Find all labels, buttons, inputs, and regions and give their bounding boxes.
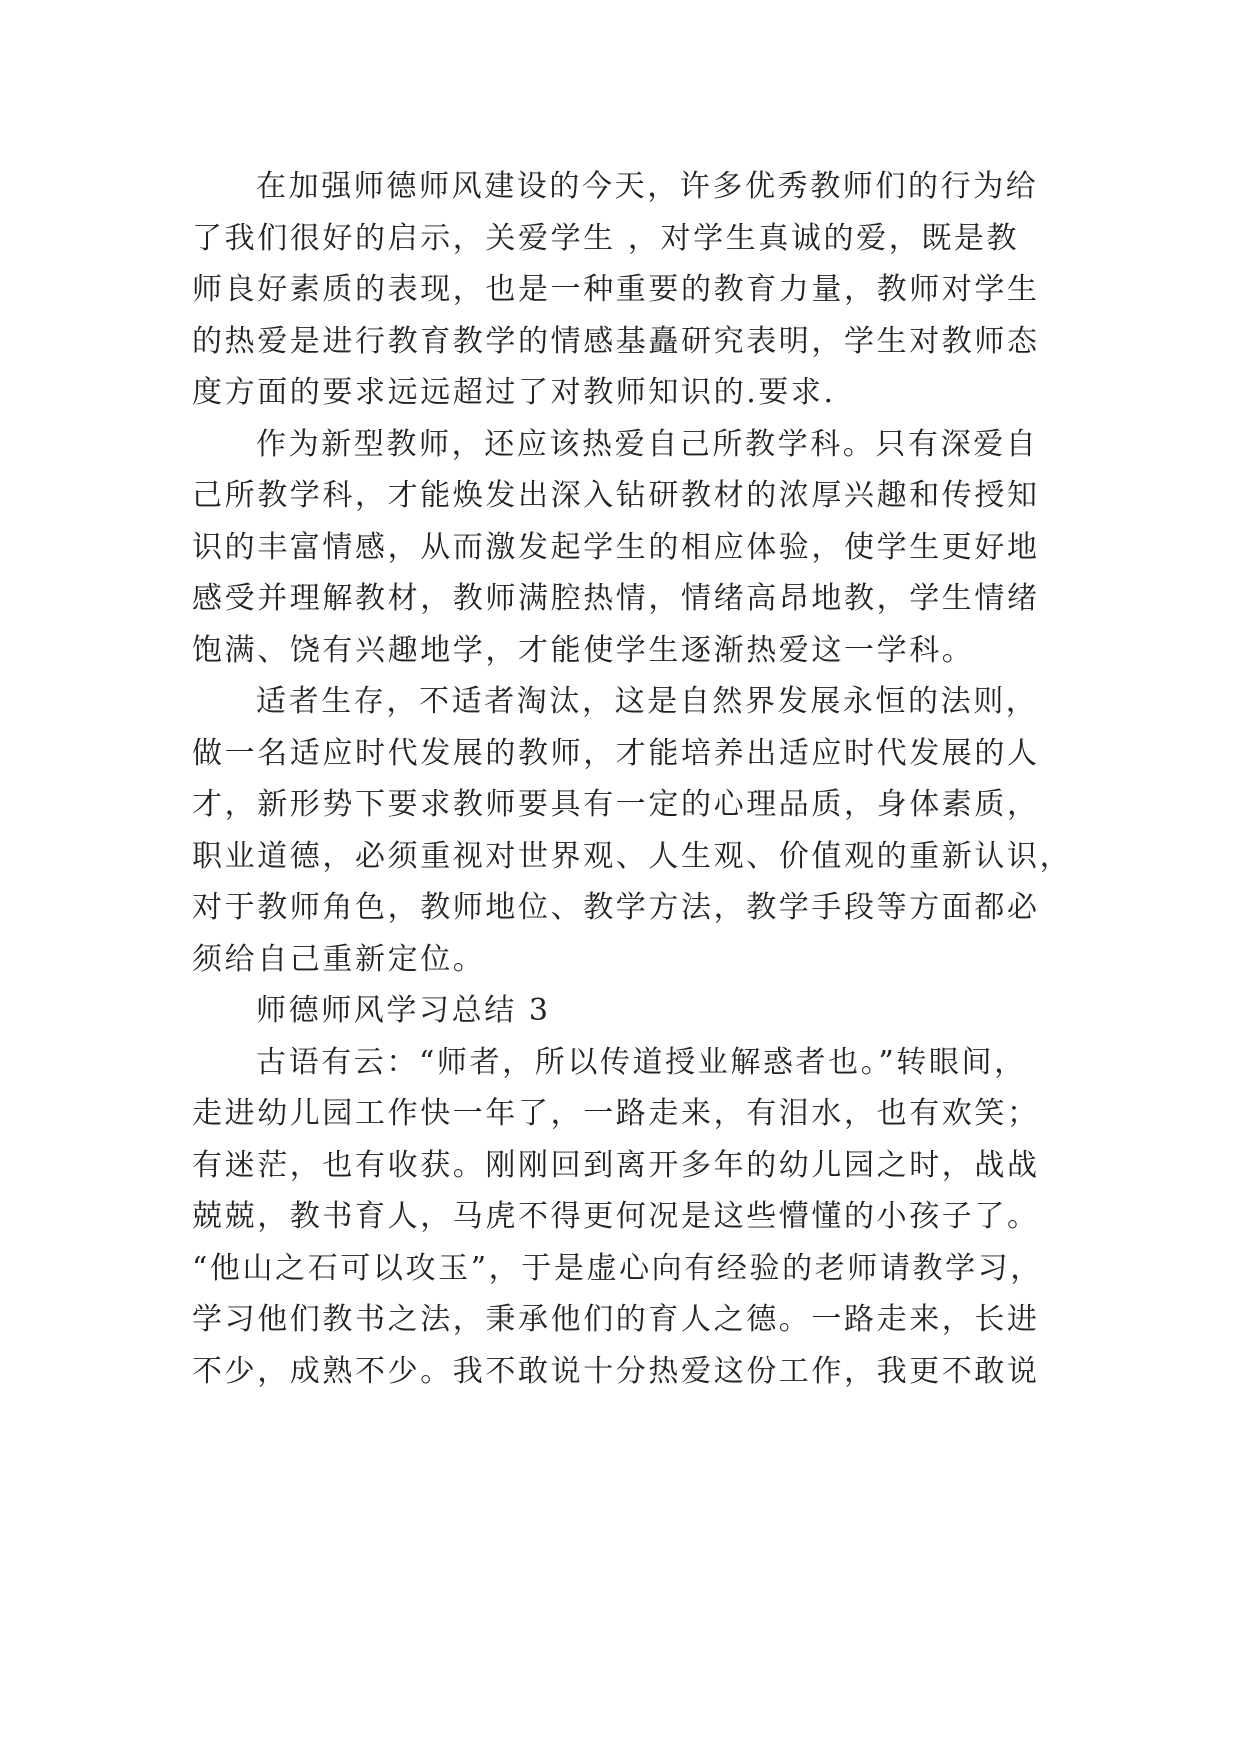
paragraph-1 xyxy=(192,161,1052,419)
paragraph-3 xyxy=(192,676,1073,985)
text-line: 在加强师德师风建设的今天，许多优秀教师们的行为给 xyxy=(256,169,1039,204)
text-line: 才，新形势下要求教师要具有一定的心理品质，身体素质， xyxy=(192,787,1040,822)
text-line: 识的丰富情感，从而激发起学生的相应体验，使学生更好地 xyxy=(192,529,1040,565)
text-line: 度方面的要求远远超过了对教师知识的.要求. xyxy=(192,375,836,410)
text-line: 不少，成熟不少。我不敢说十分热爱这份工作，我更不敢说 xyxy=(192,1353,1040,1389)
text-line: 职业道德，必须重视对世界观、人生观、价值观的重新认识， xyxy=(192,838,1073,874)
text-line: 作为新型教师，还应该热爱自己所教学科。只有深爱自 xyxy=(256,426,1039,462)
text-line: 古语有云：“师者，所以传道授业解惑者也。”转眼间， xyxy=(256,1044,1027,1080)
section-heading xyxy=(192,985,1052,1037)
text-line: 感受并理解教材，教师满腔热情，情绪高昂地教，学生情绪 xyxy=(192,581,1040,616)
text-line: 对于教师角色，教师地位、教学方法，教学手段等方面都必 xyxy=(192,890,1040,925)
text-line: 适者生存，不适者淘汰，这是自然界发展永恒的法则， xyxy=(256,684,1039,719)
text-line: 学习他们教书之法，秉承他们的育人之德。一路走来，长进 xyxy=(192,1302,1040,1337)
text-line: 己所教学科，才能焕发出深入钻研教材的浓厚兴趣和传授知 xyxy=(192,478,1040,513)
text-line: 兢兢，教书育人，马虎不得更何况是这些懵懂的小孩子了。 xyxy=(192,1199,1040,1234)
text-line: 了我们很好的启示，关爱学生 ，对学生真诚的爱，既是教 xyxy=(192,220,1020,256)
text-line: 有迷茫，也有收获。刚刚回到离开多年的幼儿园之时，战战 xyxy=(192,1147,1040,1183)
text-line: 做一名适应时代发展的教师，才能培养出适应时代发展的人 xyxy=(192,735,1040,771)
text-line: 须给自己重新定位。 xyxy=(192,941,486,977)
text-line: 走进幼儿园工作快一年了，一路走来，有泪水，也有欢笑； xyxy=(192,1096,1040,1131)
text-line: 师良好素质的表现，也是一种重要的教育力量，教师对学生 xyxy=(192,272,1040,307)
text-line: 的热爱是进行教育教学的情感基矗研究表明，学生对教师态 xyxy=(192,323,1040,359)
text-line: 饱满、饶有兴趣地学，才能使学生逐渐热爱这一学科。 xyxy=(192,632,975,668)
paragraph-2 xyxy=(192,419,1052,677)
paragraph-4 xyxy=(192,1037,1052,1398)
section-title: 师德师风学习总结 3 xyxy=(256,993,551,1028)
text-line: “他山之石可以攻玉”，于是虚心向有经验的老师请教学习， xyxy=(192,1250,1043,1286)
document-body xyxy=(192,161,1073,1397)
